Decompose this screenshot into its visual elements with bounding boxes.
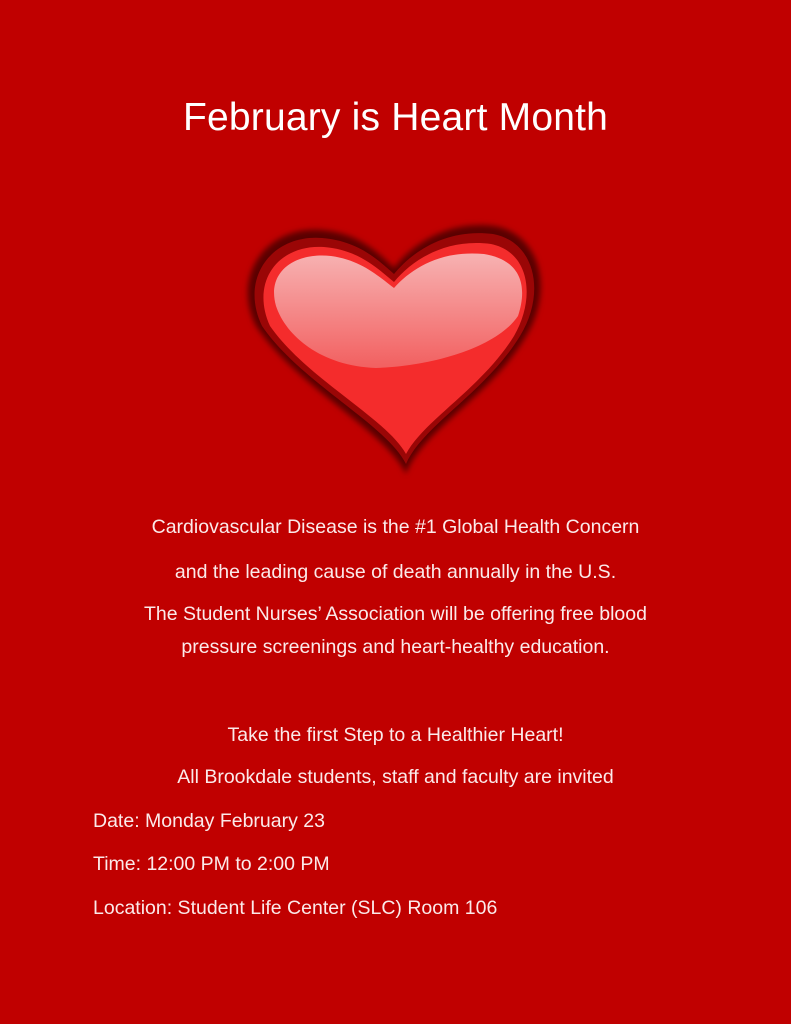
body-line-1: Cardiovascular Disease is the #1 Global Health Concern	[151, 516, 640, 538]
heart-icon	[236, 216, 546, 481]
tagline: Take the first Step to a Healthier Heart!	[227, 724, 564, 746]
body-line-3: The Student Nurses’ Association will be offering free blood	[144, 603, 647, 625]
page-title: February is Heart Month	[182, 96, 609, 139]
body-line-4: pressure screenings and heart-healthy education.	[181, 636, 610, 658]
event-time: Time: 12:00 PM to 2:00 PM	[93, 853, 330, 875]
event-location: Location: Student Life Center (SLC) Room 106	[93, 897, 498, 919]
event-date: Date: Monday February 23	[93, 810, 325, 832]
invite-text: All Brookdale students, staff and faculty are invited	[177, 766, 614, 788]
body-line-2: and the leading cause of death annually in the U.S.	[174, 561, 617, 583]
